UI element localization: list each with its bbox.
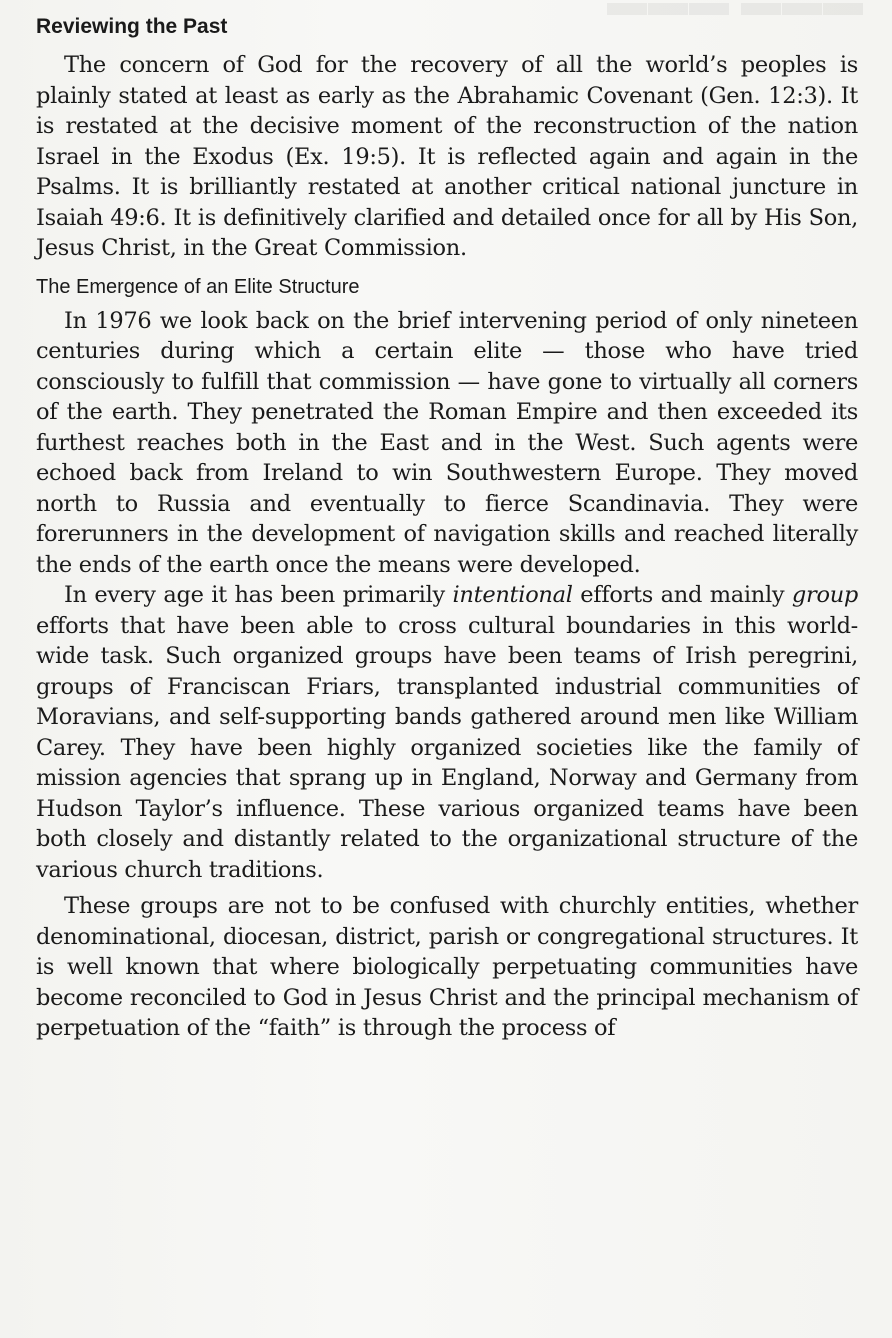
article-body: [36, 14, 858, 1044]
groups-text-1: In every age it has been primarily: [64, 582, 453, 608]
section-heading: Reviewing the Past: [36, 15, 228, 38]
emphasis-group: group: [791, 582, 858, 608]
groups-paragraph: [36, 580, 858, 885]
intro-paragraph: The concern of God for the recovery of all the world’s peoples is plainly stated at least as early as the Abrahamic Covenant (Gen. 12:3). It is restated at the decisive moment of the reconstruction of the nation Israel in the Exodus (Ex. 19:5). It is reflected again and again in the Psalms. It is brilliantly restated at another critical national juncture in Isaiah 49:6. It is definitively clarified and detailed once for all by His Son, Jesus Christ, in the Great Commission.: [36, 52, 858, 261]
subsection-heading: The Emergence of an Elite Structure: [36, 275, 360, 298]
emphasis-intentional: intentional: [452, 582, 573, 608]
churchly-paragraph: These groups are not to be confused with churchly entities, whether denominational, diocesan, district, parish or congregational structures. It is well known that where biologically perpetuating communities have become reconciled to God in Jesus Christ and the principal mechanism of perpetuation of the “faith” is through the process of: [36, 893, 858, 1041]
bleed-through-text: ▬▬▬ ▬▬▬: [607, 0, 864, 24]
groups-text-2: efforts and mainly: [572, 582, 792, 608]
elite-paragraph: In 1976 we look back on the brief intervening period of only nineteen centuries during which a certain elite — those who have tried consciously to fulfill that commission — have gone to virtually all corners of the earth. They penetrated the Roman Empire and then exceeded its furthest reaches both in the East and in the West. Such agents were echoed back from Ireland to win Southwestern Europe. They moved north to Russia and eventually to fierce Scandinavia. They were forerunners in the development of navigation skills and reached literally the ends of the earth once the means were developed.: [36, 307, 858, 578]
groups-text-3: efforts that have been able to cross cultural boundaries in this world-wide task. Such organized groups have been teams of Irish peregrini, groups of Franciscan Friars, transplanted industrial communities of Moravians, and self-supporting bands gathered around men like William Carey. They have been highly organized societies like the family of mission agencies that sprang up in England, Norway and Germany from Hudson Taylor’s influence. These various organized teams have been both closely and distantly related to the organizational structure of the various church traditions.: [36, 612, 858, 883]
